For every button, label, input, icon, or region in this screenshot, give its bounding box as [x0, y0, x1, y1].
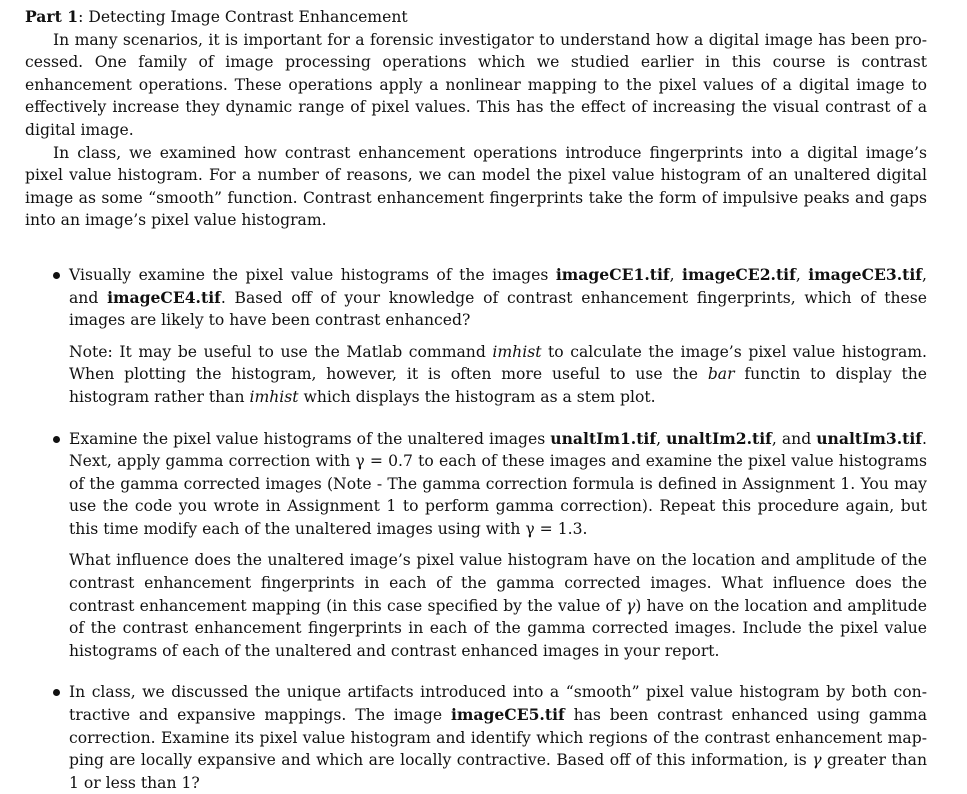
bullet-icon [53, 689, 60, 696]
filename: unaltIm3.tif [816, 428, 923, 448]
text-run: , and [69, 265, 927, 307]
text-run: . Next, apply gamma correction with [69, 429, 927, 471]
math-expression: γ = 1.3 [525, 519, 583, 538]
text-run: Note: It may be useful to use the Matlab command [69, 342, 493, 361]
text-run: . [582, 519, 588, 538]
text-run: has been contrast enhanced using gamma correction. Examine its pixel value histogram and identify which regions of the contrast enhancement mapping are locally expansive and which are locally contractive. Based off of this information, is [69, 706, 928, 770]
bullet-icon [53, 272, 60, 279]
filename: imageCE4.tif [107, 287, 221, 307]
text-run: . Based off of your knowledge of contrast enhancement fingerprints, which of these images are likely to have been contrast enhanced? [69, 288, 927, 330]
filename: unaltIm1.tif [550, 428, 657, 448]
text-run: , [669, 265, 683, 284]
section-title [25, 6, 927, 29]
task-2-questions [69, 549, 927, 662]
filename: unaltIm2.tif [666, 428, 772, 448]
text-run: , and [771, 429, 817, 448]
section-title-text: : Detecting Image Contrast Enhancement [78, 8, 408, 26]
math-symbol: γ [625, 596, 636, 615]
intro-paragraph-2: In class, we examined how contrast enhancement operations introduce fingerprints into a digital image’s pixel value histogram. For a number of reasons, we can model the pixel value histogram of an unaltered digital image as some “smooth” function. Contrast enhancement fingerprints take the form of impulsive peaks and gaps into an image’s pixel value histogram. [25, 143, 927, 230]
text-run: ) have on the location and amplitude of the contrast enhancement fingerprints in each of the gamma corrected images. Include the pixel value histograms of each of the unaltered and contrast enhanced images in your report. [69, 596, 927, 660]
filename: imageCE3.tif [808, 264, 923, 284]
intro-paragraph-1: In many scenarios, it is important for a forensic investigator to understand how a digital image has been processed. One family of image processing operations which we studied earlier in this course is contrast enhancement operations. These operations apply a nonlinear mapping to the pixel values of a digital image to effectively increase they dynamic range of pixel values. This has the effect of increasing the visual contrast of a digital image. [25, 30, 927, 139]
text-run: Examine the pixel value histograms of the unaltered images [69, 429, 551, 448]
task-item-3 [25, 681, 927, 794]
text-run: functin to display the histogram rather than [69, 365, 927, 406]
filename: imageCE5.tif [450, 705, 565, 725]
task-list [25, 264, 927, 794]
text-run: In class, we discussed the unique artifacts introduced into a “smooth” pixel value histogram by both contractive and expansive mappings. The image [69, 683, 927, 725]
text-run: to calculate the image’s pixel value histogram. When plotting the histogram, however, it is often more useful to use the [69, 342, 927, 384]
matlab-command: imhist [249, 387, 299, 406]
text-run: Visually examine the pixel value histograms of the images [69, 265, 556, 284]
task-1-question [69, 264, 927, 332]
text-run: , [795, 265, 809, 284]
task-item-1 [25, 264, 927, 409]
text-run: which displays the histogram as a stem plot. [298, 387, 656, 406]
math-symbol: γ [812, 751, 822, 770]
text-run: to each of these images and examine the pixel value histograms of the gamma corrected images (Note - The gamma correction formula is defined in Assignment 1. You may use the code you wrote in Assignment 1 to perform gamma correction). Repeat this procedure again, but this time modify each of the unaltered images using with [69, 452, 927, 538]
text-run: , [656, 429, 667, 448]
task-2-instructions [69, 428, 927, 541]
bullet-icon [53, 436, 60, 443]
math-expression: γ = 0.7 [355, 452, 413, 471]
text-run: greater than 1 or less than 1? [69, 751, 927, 792]
document-page [25, 6, 927, 794]
part-label: Part 1 [25, 7, 79, 26]
task-item-2 [25, 428, 927, 663]
filename: imageCE2.tif [682, 264, 796, 284]
text-run: What influence does the unaltered image’s pixel value histogram have on the location and amplitude of the contrast enhancement fingerprints in each of the gamma corrected images. What influence does the contrast enhancement mapping (in this case specified by the value of [69, 551, 927, 615]
task-3-question [69, 681, 927, 794]
matlab-command: imhist [492, 342, 542, 361]
filename: imageCE1.tif [555, 264, 670, 284]
matlab-command: bar [707, 365, 735, 384]
task-1-note [69, 341, 927, 409]
